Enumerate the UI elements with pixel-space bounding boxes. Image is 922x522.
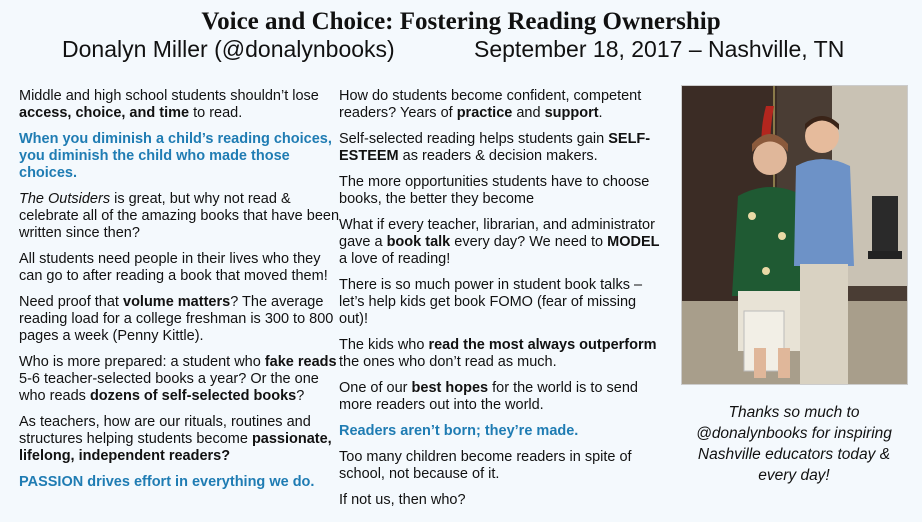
- right-notes-column: [339, 88, 669, 518]
- left-notes-column: [19, 88, 341, 500]
- event-date-location: September 18, 2017 – Nashville, TN: [474, 36, 845, 62]
- note-rituals-routines: As teachers, how are our rituals, routines and structures helping students become passionate, lifelong, independent readers?: [19, 414, 332, 464]
- note-self-esteem: Self-selected reading helps students gain SELF-ESTEEM as readers & decision makers.: [339, 131, 651, 164]
- photo-illustration: [682, 86, 907, 384]
- note-book-fomo: There is so much power in student book talks – let’s help kids get book FOMO (fear of missing out)!: [339, 277, 643, 327]
- note-who-is-more-prepared: Who is more prepared: a student who fake reads 5-6 teacher-selected books a year? Or the one who reads dozens of self-selected books?: [19, 354, 337, 404]
- note-diminish-choices: When you diminish a child’s reading choices, you diminish the child who made those choices.: [19, 131, 332, 181]
- speaker-name: Donalyn Miller (@donalynbooks): [62, 36, 395, 62]
- note-in-spite-of-school: Too many children become readers in spite of school, not because of it.: [339, 449, 632, 482]
- note-read-the-most: The kids who read the most always outperform the ones who don’t read as much.: [339, 337, 657, 370]
- note-volume-matters: Need proof that volume matters? The average reading load for a college freshman is 300 to 800 pages a week (Penny Kittle).: [19, 294, 334, 344]
- note-if-not-us: If not us, then who?: [339, 492, 466, 508]
- note-book-talk: What if every teacher, librarian, and administrator gave a book talk every day? We need to MODEL a love of reading!: [339, 217, 660, 267]
- note-outsiders: The Outsiders is great, but why not read & celebrate all of the amazing books that have been written since then?: [19, 191, 340, 241]
- page-title: Voice and Choice: Fostering Reading Ownership: [201, 8, 721, 35]
- speaker-photo: [681, 85, 908, 385]
- note-access-choice-time: Middle and high school students shouldn’t lose access, choice, and time to read.: [19, 88, 319, 121]
- note-passion-drives-effort: PASSION drives effort in everything we do.: [19, 474, 315, 490]
- note-readers-are-made: Readers aren’t born; they’re made.: [339, 423, 579, 439]
- note-confident-readers: How do students become confident, competent readers? Years of practice and support.: [339, 88, 642, 121]
- note-people-in-lives: All students need people in their lives who they can go to after reading a book that moved them!: [19, 251, 328, 284]
- note-best-hopes: One of our best hopes for the world is to send more readers out into the world.: [339, 380, 639, 413]
- note-more-opportunities: The more opportunities students have to choose books, the better they become: [339, 174, 650, 207]
- photo-caption: Thanks so much to @donalynbooks for inspiring Nashville educators today & every day!: [696, 404, 892, 484]
